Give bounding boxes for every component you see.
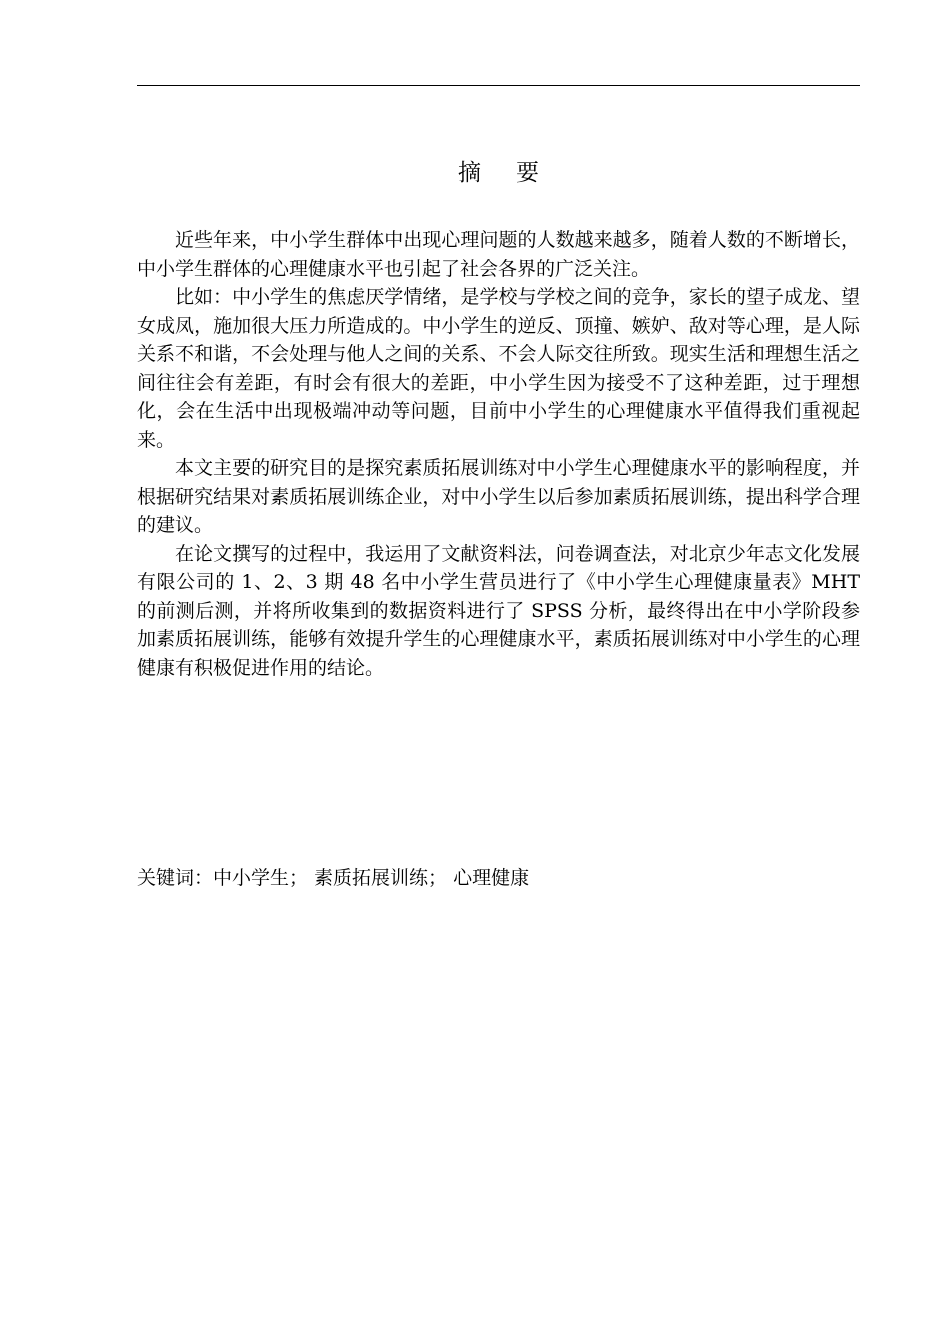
keywords-label: 关键词： <box>137 867 214 889</box>
paragraph: 在论文撰写的过程中，我运用了文献资料法，问卷调查法，对北京少年志文化发展有限公司的 1、2、3 期 48 名中小学生营员进行了《中小学生心理健康量表》MHT 的前测后测，并将所收集到的数据资料进行了 SPSS 分析，最终得出在中小学阶段参加素质拓展训练，能够有效提升学生的心理健康水平，素质拓展训练对中小学生的心理健康有积极促进作用的结论。 <box>137 542 860 679</box>
paragraph: 比如：中小学生的焦虑厌学情绪，是学校与学校之间的竞争，家长的望子成龙、望女成凤，施加很大压力所造成的。中小学生的逆反、顶撞、嫉妒、敌对等心理，是人际关系不和谐，不会处理与他人之间的关系、不会人际交往所致。现实生活和理想生活之间往往会有差距，有时会有很大的差距，中小学生因为接受不了这种差距，过于理想化，会在生活中出现极端冲动等问题，目前中小学生的心理健康水平值得我们重视起来。 <box>137 286 860 451</box>
header-rule <box>137 85 860 86</box>
abstract-title: 摘 要 <box>458 160 553 186</box>
keywords-line <box>137 864 860 892</box>
keywords-value: 中小学生； 素质拓展训练； 心理健康 <box>213 867 530 889</box>
paragraph: 近些年来，中小学生群体中出现心理问题的人数越来越多，随着人数的不断增长，中小学生群体的心理健康水平也引起了社会各界的广泛关注。 <box>137 229 860 280</box>
paragraph: 本文主要的研究目的是探究素质拓展训练对中小学生心理健康水平的影响程度，并根据研究结果对素质拓展训练企业，对中小学生以后参加素质拓展训练，提出科学合理的建议。 <box>137 457 860 536</box>
abstract-body <box>137 226 860 682</box>
